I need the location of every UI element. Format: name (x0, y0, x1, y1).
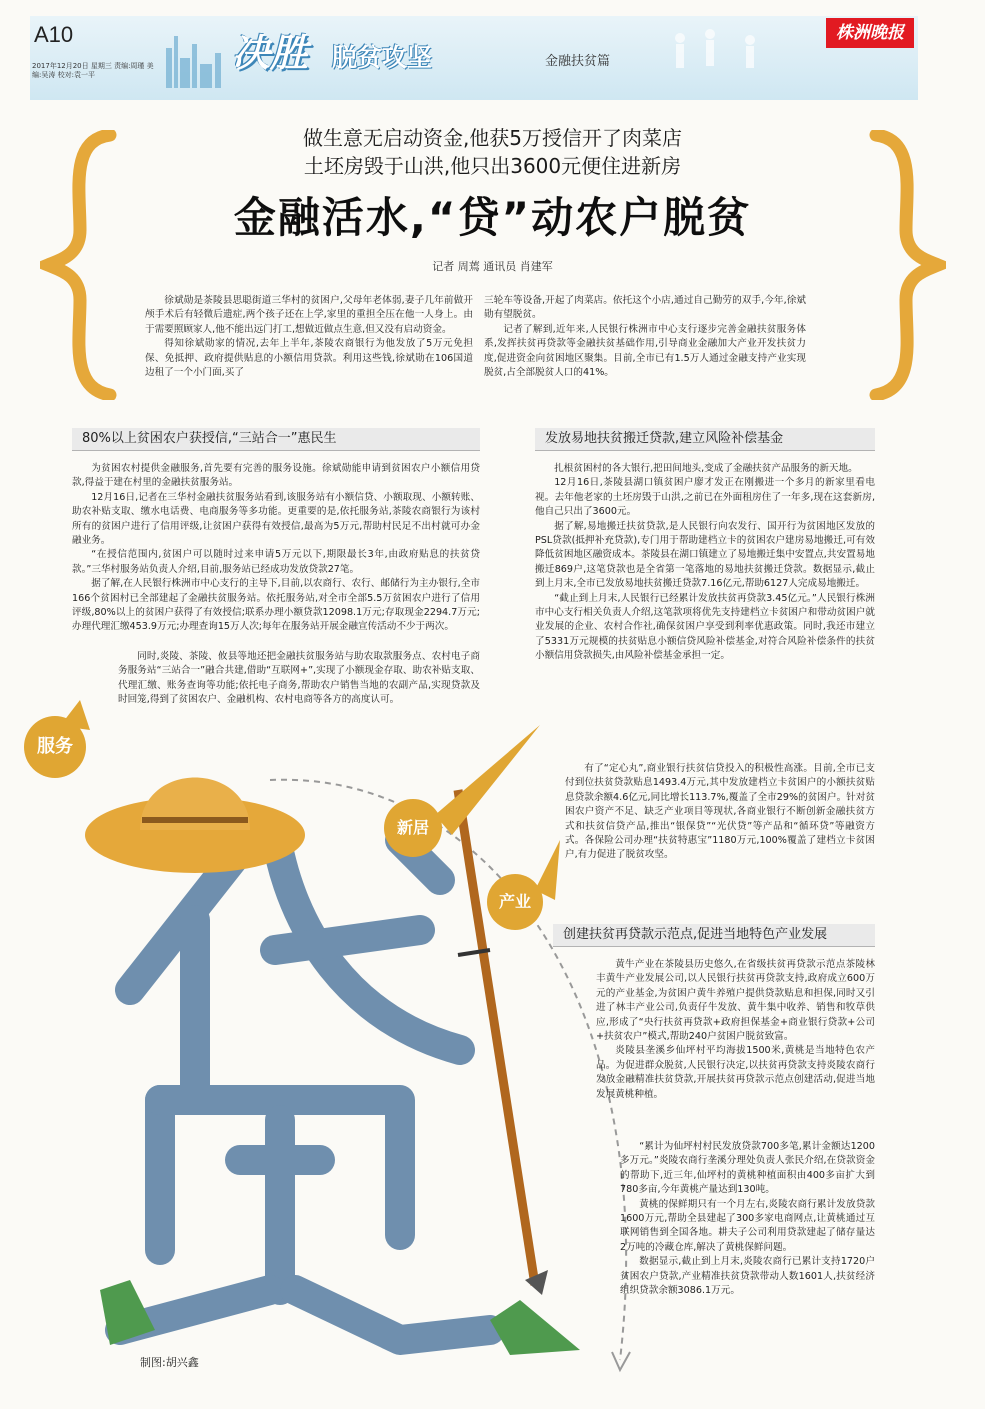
newspaper-logo: 株洲晚报 (826, 18, 914, 48)
section1-body (72, 462, 480, 635)
section2-title: 发放易地扶贫搬迁贷款,建立风险补偿基金 (535, 428, 793, 450)
section2-paragraph: 有了“定心丸”,商业银行扶贫信贷投入的积极性高涨。目前,全市已支付到位扶贫贷款贴息1493.4万元,其中发放建档立卡贫困户的小额扶贫贴息贷款余额4.6亿元,同比增长113.7%,覆盖了全市29%的贫困户。针对贫困农户资产不足、缺乏产业项目等现状,各商业银行不断创新金融扶贫方式和扶贫信贷产品,推出“银保贷”“光伏贷”等产品和“循环贷”等融资方式。各保险公司办理“扶贫特惠宝”1180万元,100%覆盖了建档立卡贫困户,有力促进了脱贫攻坚。 (565, 763, 875, 861)
section3-paragraph: “累计为仙坪村村民发放贷款700多笔,累计金额达1200多万元。”炎陵农商行垄溪分理处负责人张民介绍,在贷款资金的帮助下,近三年,仙坪村的黄桃种植面积由400多亩扩大到780多亩,今年黄桃产量达到130吨。 (620, 1141, 875, 1196)
bubble-industry: 产业 (487, 874, 543, 930)
section1-paragraph: “在授信范围内,贫困户可以随时过来申请5万元以下,期限最长3年,由政府贴息的扶贫贷款。”三华村服务站负责人介绍,目前,服务站已经成功发放贷款27笔。 (72, 549, 480, 575)
dateline: 2017年12月20日 星期三 责编:周瑾 美编:吴涛 校对:袁一平 (32, 62, 154, 79)
section-name: 金融扶贫篇 (545, 54, 611, 69)
intro-paragraph: 徐斌勋是茶陵县思聪街道三华村的贫困户,父母年老体弱,妻子几年前做开颅手术后有轻微后遗症,两个孩子还在上学,家里的重担全压在他一人身上。由于需要照顾家人,他不能出远门打工,想做近做点生意,但又没有启动资金。 (145, 295, 473, 335)
section3-body-continued (620, 1140, 875, 1298)
skyline-illustration (160, 18, 240, 98)
bubble-new-home: 新居 (384, 799, 442, 857)
section2-heading-bar (535, 428, 875, 451)
section1-paragraph: 同时,炎陵、茶陵、攸县等地还把金融扶贫服务站与助农取款服务点、农村电子商务服务站“三站合一”融合共建,借助“互联网+”,实现了小额现金存取、助农补贴支取、代理汇缴、账务查询等功能;依托电子商务,帮助农户销售当地的农副产品,实现贷款及时回笼,得到了贫困农户、金融机构、农村电商等各方的高度认可。 (118, 651, 480, 706)
section1-title: 80%以上贫困农户获授信,“三站合一”惠民生 (72, 428, 347, 450)
people-silhouette-illustration (620, 18, 820, 98)
bubble-service: 服务 (24, 716, 86, 778)
section2-paragraph: 据了解,易地搬迁扶贫贷款,是人民银行向农发行、国开行为贫困地区发放的PSL贷款(抵押补充贷款),专门用于帮助建档立卡的贫困农户建房易地搬迁,可有效降低贫困地区融资成本。茶陵县在湖口镇建立了易地搬迁集中安置点,共安置易地搬迁869户,这笔贷款也是全省第一笔落地的易地扶贫搬迁贷款。数据显示,截止到上月末,全市已发放易地扶贫搬迁贷款7.16亿元,帮助6127人完成易地搬迁。 (535, 520, 875, 590)
section1-paragraph: 据了解,在人民银行株洲市中心支行的主导下,目前,以农商行、农行、邮储行为主办银行,全市166个贫困村已全部建起了金融扶贫服务站。依托服务站,对全市全部5.5万贫困农户进行了信用评级,80%以上的贫困户获得了有效授信;联系办理小额贷款12098.1万元;存取现金2294.7万元;办理代理汇缴453.9万元;办理查询15万人次;每年在服务站开展金融宣传活动不少于两次。 (72, 578, 480, 633)
section3-paragraph: 数据显示,截止到上月末,炎陵农商行已累计支持1720户贫困农户贷款,产业精准扶贫贷款带动人数1601人,扶贫经济组织贷款余额3086.1万元。 (620, 1256, 875, 1297)
section2-body (535, 462, 875, 664)
intro-column-right (484, 294, 806, 380)
section2-body-continued (565, 762, 875, 863)
intro-column-left (145, 294, 473, 380)
intro-paragraph: 得知徐斌勋家的情况,去年上半年,茶陵农商银行为他发放了5万元免担保、免抵押、政府提供贴息的小额信用贷款。利用这些钱,徐斌勋在106国道边租了一个小门面,买了 (145, 338, 473, 379)
illustration-farmer-character (20, 690, 640, 1390)
headline-deck-2: 土坯房毁于山洪,他只出3600元便住进新房 (303, 154, 682, 178)
section3-body (596, 958, 875, 1102)
section2-paragraph: “截止到上月末,人民银行已经累计发放扶贫再贷款3.45亿元。”人民银行株洲市中心支行相关负责人介绍,这笔款项将优先支持建档立卡贫困户和带动贫困户就业发展的企业、农村合作社,确保贫困户享受到利率优惠政策。同时,我还市建立了5331万元规模的扶贫贴息小额信贷风险补偿基金,对符合风险补偿条件的扶贫小额信用贷款损失,由风险补偿基金承担一定。 (535, 592, 875, 662)
section3-heading-bar (553, 924, 875, 947)
section3-paragraph: 黄桃的保鲜期只有一个月左右,炎陵农商行累计发放贷款1600万元,帮助全县建起了300多家电商网点,让黄桃通过互联网销售到全国各地。耕夫子公司利用贷款建起了储存量达2万吨的冷藏仓库,解决了黄桃保鲜问题。 (620, 1198, 875, 1253)
section2-paragraph: 12月16日,茶陵县湖口镇贫困户廖才发正在刚搬进一个多月的新家里看电视。去年他老家的土坯房毁于山洪,之前已在外面租房住了一年多,现在这套新房,他自己只出了3600元。 (535, 477, 875, 518)
headline-deck-1: 做生意无启动资金,他获5万授信开了肉菜店 (302, 126, 683, 150)
page-number: A10 (34, 22, 74, 47)
illustration-credit: 制图:胡兴鑫 (140, 1356, 199, 1369)
byline: 记者 周蔫 通讯员 肖建军 (432, 260, 553, 273)
intro-paragraph: 三轮车等设备,开起了肉菜店。依托这个小店,通过自己勤劳的双手,今年,徐斌勋有望脱贫。 (484, 295, 806, 321)
intro-paragraph: 记者了解到,近年来,人民银行株洲市中心支行逐步完善金融扶贫服务体系,发挥扶贫再贷款等金融扶贫基础作用,引导商业金融加大产业开发扶贫力度,促进资金向贫困地区聚集。目前,全市已有1.5万人通过金融支持产业实现脱贫,占全部脱贫人口的41%。 (484, 323, 806, 379)
section2-paragraph: 扎根贫困村的各大银行,把田间地头,变成了金融扶贫产品服务的新天地。 (554, 463, 858, 474)
section1-body-continued (118, 650, 480, 708)
column-logo-subtitle: 脱贫攻坚 (332, 43, 433, 72)
section3-paragraph: 黄牛产业在茶陵县历史悠久,在省级扶贫再贷款示范点茶陵林丰黄牛产业发展公司,以人民银行扶贫再贷款支持,政府成立600万元的产业基金,为贫困户黄牛养殖户提供贷款贴息和担保,同时又引进了林丰产业公司,负责仔牛发放、黄牛集中收养、销售和牧草供应,形成了“央行扶贫再贷款+政府担保基金+商业银行贷款+公司+扶贫农户”模式,帮助240户贫困户脱贫致富。 (596, 959, 875, 1043)
section1-heading-bar (72, 428, 480, 451)
main-headline: 金融活水,“贷”动农户脱贫 (233, 193, 752, 242)
section3-title: 创建扶贫再贷款示范点,促进当地特色产业发展 (553, 924, 837, 946)
section1-paragraph: 12月16日,记者在三华村金融扶贫服务站看到,该服务站有小额信贷、小额取现、小额转账、助农补贴支取、缴水电话费、电商服务等多功能。更重要的是,依托服务站,茶陵农商银行为该村所有的贫困户进行了信用评级,让贫困户获得有效授信,最高为5万元,帮助村民足不出村就可办金融业务。 (72, 491, 480, 547)
section3-paragraph: 炎陵县垄溪乡仙坪村平均海拔1500米,黄桃是当地特色农产品。为促进群众脱贫,人民银行决定,以扶贫再贷款支持炎陵农商行发放金融精准扶贫贷款,开展扶贫再贷款示范点创建活动,促进当地发展黄桃种植。 (596, 1045, 875, 1100)
section1-paragraph: 为贫困农村提供金融服务,首先要有完善的服务设施。徐斌勋能申请到贫困农户小额信用贷款,得益于建在村里的金融扶贫服务站。 (72, 463, 480, 489)
column-logo: 决胜 (232, 30, 309, 75)
